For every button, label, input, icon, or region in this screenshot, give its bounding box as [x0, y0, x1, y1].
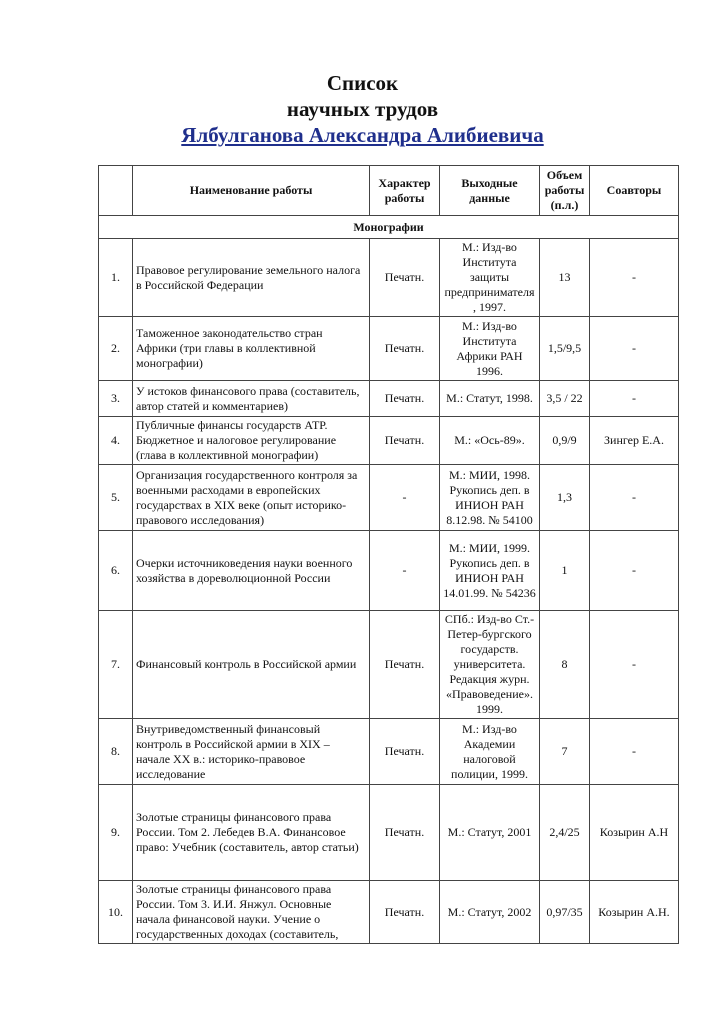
cell-type: - — [370, 531, 440, 611]
cell-num: 6. — [99, 531, 133, 611]
author-name: Ялбулганова Александра Алибиевича — [181, 123, 544, 147]
section-title: Монографии — [99, 216, 679, 239]
cell-coauthors: - — [590, 531, 679, 611]
cell-num: 9. — [99, 785, 133, 881]
cell-volume: 1,3 — [540, 465, 590, 531]
cell-coauthors: Козырин А.Н. — [590, 881, 679, 944]
cell-coauthors: - — [590, 719, 679, 785]
cell-type: Печатн. — [370, 317, 440, 381]
cell-name: Финансовый контроль в Российской армии — [133, 611, 370, 719]
cell-coauthors: - — [590, 381, 679, 417]
table-row — [99, 611, 679, 719]
cell-coauthors: - — [590, 465, 679, 531]
header-coauthors: Соавторы — [590, 166, 679, 216]
cell-output: М.: Изд-во Академии налоговой полиции, 1999. — [440, 719, 540, 785]
cell-coauthors: - — [590, 611, 679, 719]
cell-volume: 7 — [540, 719, 590, 785]
cell-output: М.: «Ось-89». — [440, 417, 540, 465]
cell-output: М.: Статут, 2002 — [440, 881, 540, 944]
cell-num: 4. — [99, 417, 133, 465]
cell-name: Организация государственного контроля за военными расходами в европейских государствах в XIX веке (опыт историко-правового исследования) — [133, 465, 370, 531]
cell-volume: 13 — [540, 239, 590, 317]
cell-name: Золотые страницы финансового права России. Том 2. Лебедев В.А. Финансовое право: Учебник (составитель, автор статьи) — [133, 785, 370, 881]
cell-type: - — [370, 465, 440, 531]
cell-coauthors: Козырин А.Н — [590, 785, 679, 881]
cell-num: 1. — [99, 239, 133, 317]
cell-output: М.: Статут, 2001 — [440, 785, 540, 881]
cell-name: Золотые страницы финансового права России. Том 3. И.И. Янжул. Основные начала финансовой науки. Учение о государственных доходах (составитель, — [133, 881, 370, 944]
cell-type: Печатн. — [370, 785, 440, 881]
cell-volume: 1 — [540, 531, 590, 611]
cell-name: Таможенное законодательство стран Африки (три главы в коллективной монографии) — [133, 317, 370, 381]
table-row — [99, 465, 679, 531]
table-header-row — [99, 166, 679, 216]
cell-type: Печатн. — [370, 881, 440, 944]
table-row — [99, 881, 679, 944]
cell-output: М.: МИИ, 1998. Рукопись деп. в ИНИОН РАН 8.12.98. № 54100 — [440, 465, 540, 531]
document-title — [0, 70, 725, 148]
cell-type: Печатн. — [370, 239, 440, 317]
cell-output: М.: МИИ, 1999. Рукопись деп. в ИНИОН РАН 14.01.99. № 54236 — [440, 531, 540, 611]
header-type: Характер работы — [370, 166, 440, 216]
header-name: Наименование работы — [133, 166, 370, 216]
cell-num: 10. — [99, 881, 133, 944]
cell-coauthors: - — [590, 317, 679, 381]
section-row — [99, 216, 679, 239]
cell-volume: 2,4/25 — [540, 785, 590, 881]
cell-name: Внутриведомственный финансовый контроль в Российской армии в XIX – начале XX в.: историко-правовое исследование — [133, 719, 370, 785]
header-num — [99, 166, 133, 216]
cell-name: Правовое регулирование земельного налога в Российской Федерации — [133, 239, 370, 317]
cell-volume: 0,97/35 — [540, 881, 590, 944]
cell-output: СПб.: Изд-во Ст.-Петер-бургского государств. университета. Редакция журн. «Правоведение». 1999. — [440, 611, 540, 719]
cell-coauthors: Зингер Е.А. — [590, 417, 679, 465]
cell-type: Печатн. — [370, 611, 440, 719]
cell-volume: 0,9/9 — [540, 417, 590, 465]
cell-type: Печатн. — [370, 381, 440, 417]
cell-output: М.: Статут, 1998. — [440, 381, 540, 417]
cell-volume: 8 — [540, 611, 590, 719]
cell-coauthors: - — [590, 239, 679, 317]
cell-volume: 3,5 / 22 — [540, 381, 590, 417]
header-volume: Объем работы (п.л.) — [540, 166, 590, 216]
table-row — [99, 381, 679, 417]
cell-volume: 1,5/9,5 — [540, 317, 590, 381]
cell-output: М.: Изд-во Института защиты предпринимателя , 1997. — [440, 239, 540, 317]
cell-num: 3. — [99, 381, 133, 417]
cell-name: У истоков финансового права (составитель, автор статей и комментариев) — [133, 381, 370, 417]
works-table — [98, 165, 679, 944]
cell-num: 2. — [99, 317, 133, 381]
cell-num: 5. — [99, 465, 133, 531]
title-line-1: Список — [326, 71, 399, 95]
table-row — [99, 719, 679, 785]
table-row — [99, 317, 679, 381]
title-line-2: научных трудов — [286, 97, 439, 121]
table-row — [99, 531, 679, 611]
table-row — [99, 785, 679, 881]
table-body — [99, 239, 679, 944]
cell-name: Публичные финансы государств АТР. Бюджетное и налоговое регулирование (глава в коллективной монографии) — [133, 417, 370, 465]
table-row — [99, 239, 679, 317]
header-output: Выходные данные — [440, 166, 540, 216]
cell-type: Печатн. — [370, 417, 440, 465]
cell-output: М.: Изд-во Института Африки РАН 1996. — [440, 317, 540, 381]
table-row — [99, 417, 679, 465]
cell-num: 8. — [99, 719, 133, 785]
cell-type: Печатн. — [370, 719, 440, 785]
cell-name: Очерки источниковедения науки военного хозяйства в дореволюционной России — [133, 531, 370, 611]
cell-num: 7. — [99, 611, 133, 719]
